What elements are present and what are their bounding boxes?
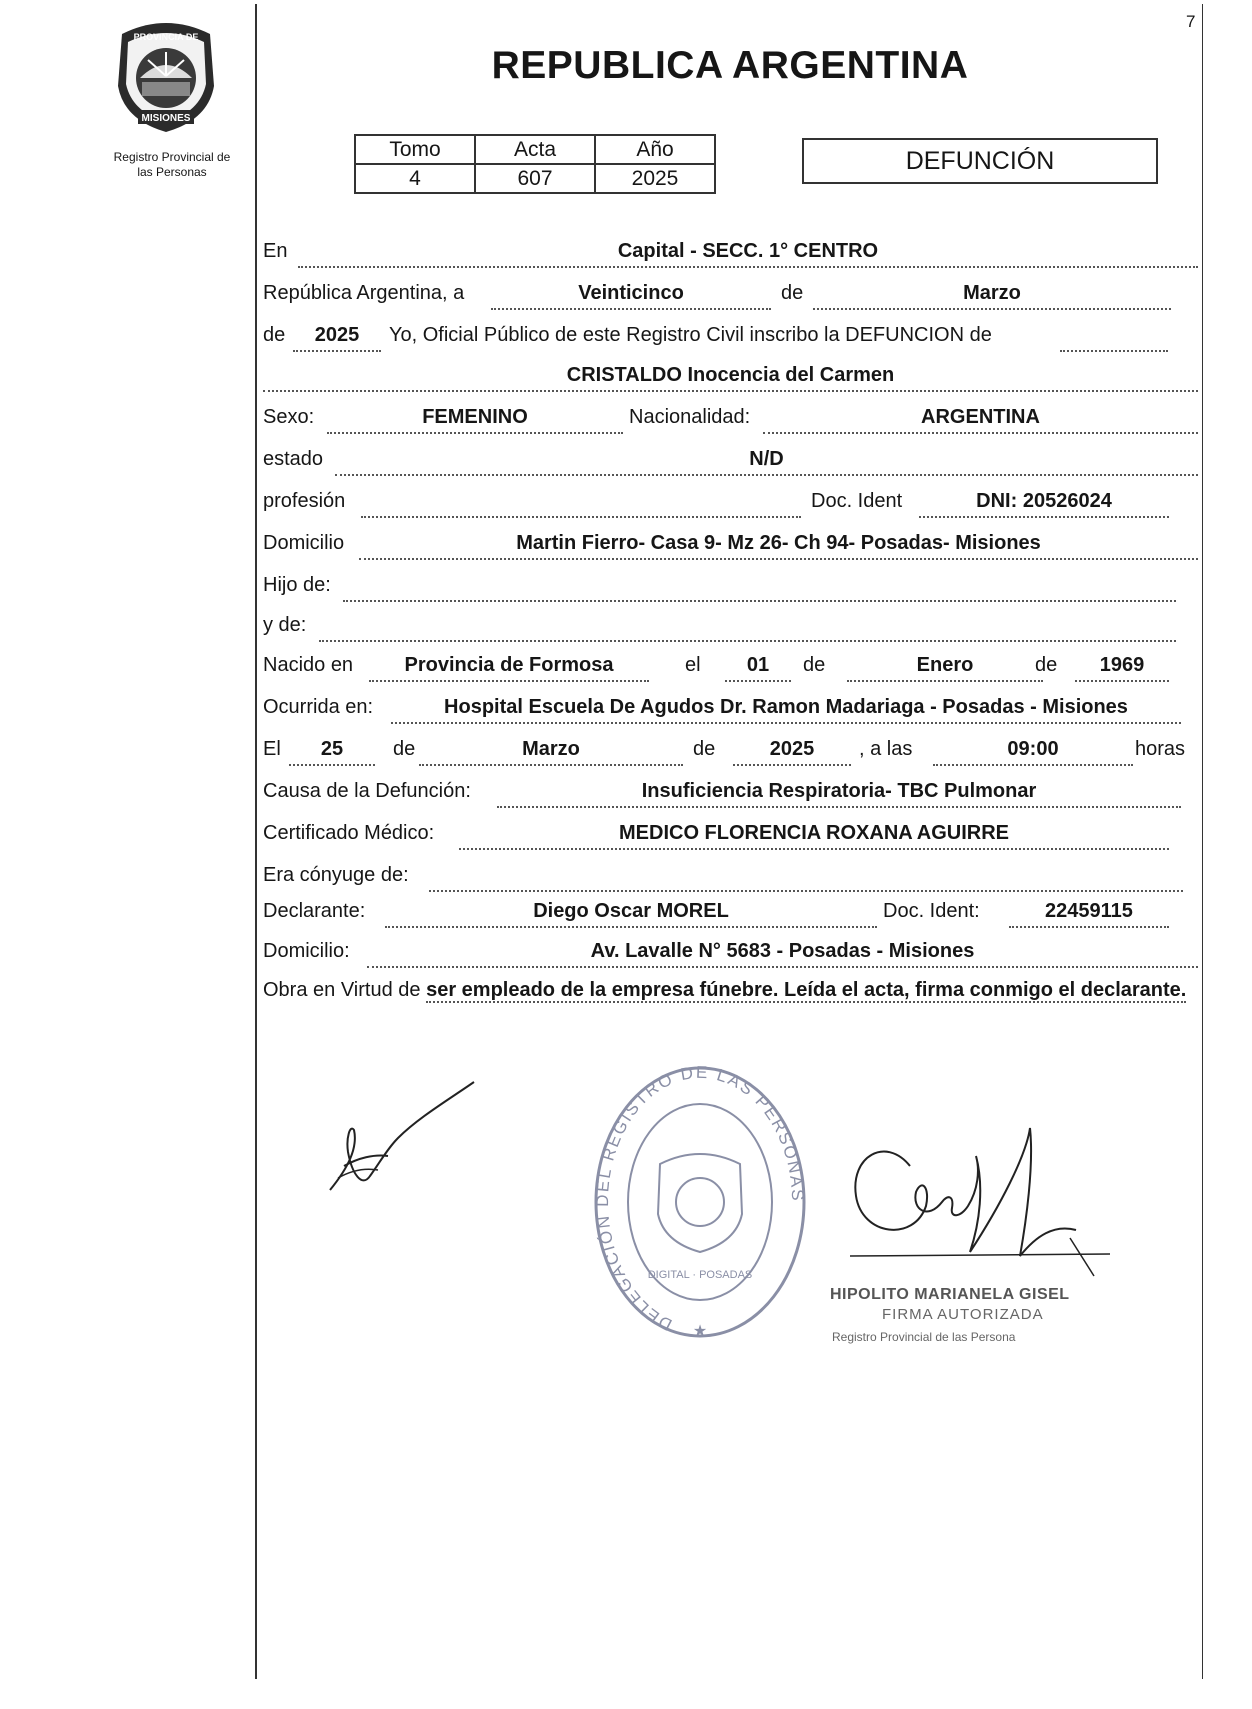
field-sex: FEMENINO bbox=[327, 406, 623, 434]
label-domicilio-declarant: Domicilio: bbox=[263, 940, 350, 962]
svg-text:★: ★ bbox=[692, 1323, 708, 1340]
volume-header-row bbox=[355, 135, 715, 164]
field-death-day: 25 bbox=[289, 738, 375, 766]
page-title: REPUBLICA ARGENTINA bbox=[491, 44, 969, 87]
field-death-month: Marzo bbox=[419, 738, 683, 766]
label-doc-ident: Doc. Ident bbox=[811, 490, 903, 512]
province-emblem bbox=[108, 16, 224, 136]
record-type-box: DEFUNCIÓN bbox=[802, 138, 1158, 184]
label-de-birth-month: de bbox=[803, 654, 826, 676]
label-de-year: de bbox=[263, 324, 286, 346]
label-hijo-de: Hijo de: bbox=[263, 574, 331, 596]
field-birth-day: 01 bbox=[725, 654, 791, 682]
office-label bbox=[72, 150, 272, 180]
field-profession bbox=[361, 490, 801, 518]
field-death-year: 2025 bbox=[733, 738, 851, 766]
label-obra: Obra en Virtud de bbox=[263, 979, 421, 1001]
field-son-of bbox=[343, 574, 1176, 602]
declarant-signature bbox=[318, 1078, 478, 1209]
label-de: de bbox=[781, 282, 804, 304]
value-acta: 607 bbox=[475, 164, 595, 193]
label-horas: horas bbox=[1135, 738, 1186, 760]
svg-text:PROVINCIA DE: PROVINCIA DE bbox=[133, 32, 199, 42]
label-nacionalidad: Nacionalidad: bbox=[629, 406, 751, 428]
label-de-death-year: de bbox=[693, 738, 716, 760]
field-and-of bbox=[319, 614, 1176, 642]
field-month-text: Marzo bbox=[813, 282, 1171, 310]
field-estado: N/D bbox=[335, 448, 1198, 476]
field-declarant-domicile: Av. Lavalle N° 5683 - Posadas - Misiones bbox=[367, 940, 1198, 968]
field-year: 2025 bbox=[293, 324, 381, 352]
stamp-ring-text: DELEGACIÓN DEL REGISTRO DE LAS PERSONAS bbox=[592, 1064, 808, 1335]
field-occurred-at: Hospital Escuela De Agudos Dr. Ramon Madariaga - Posadas - Misiones bbox=[391, 696, 1181, 724]
label-en: En bbox=[263, 240, 288, 262]
field-day-text: Veinticinco bbox=[491, 282, 771, 310]
label-el: el bbox=[685, 654, 701, 676]
field-year-blank bbox=[1060, 324, 1168, 352]
field-birthplace: Provincia de Formosa bbox=[369, 654, 649, 682]
signer-name: HIPOLITO MARIANELA GISEL bbox=[830, 1286, 1070, 1303]
header-anio: Año bbox=[595, 135, 715, 164]
label-el-cap: El bbox=[263, 738, 281, 760]
label-y-de: y de: bbox=[263, 614, 307, 636]
value-tomo: 4 bbox=[355, 164, 475, 193]
label-de-birth-year: de bbox=[1035, 654, 1058, 676]
label-conyuge: Era cónyuge de: bbox=[263, 864, 409, 886]
field-declarant: Diego Oscar MOREL bbox=[385, 900, 877, 928]
label-nacido-en: Nacido en bbox=[263, 654, 354, 676]
office-label-line1: Registro Provincial de bbox=[113, 150, 231, 164]
signer-office: Registro Provincial de las Persona bbox=[832, 1330, 1016, 1344]
svg-text:MISIONES: MISIONES bbox=[141, 113, 191, 124]
page-number: 7 bbox=[1186, 12, 1196, 31]
field-nationality: ARGENTINA bbox=[763, 406, 1198, 434]
volume-value-row bbox=[355, 164, 715, 193]
field-place: Capital - SECC. 1° CENTRO bbox=[298, 240, 1198, 268]
field-spouse bbox=[429, 864, 1183, 892]
label-a-las: , a las bbox=[859, 738, 913, 760]
label-certificado: Certificado Médico: bbox=[263, 822, 435, 844]
label-de-death-month: de bbox=[393, 738, 416, 760]
field-obra: ser empleado de la empresa fúnebre. Leída el acta, firma conmigo el declarante. bbox=[426, 979, 1187, 1001]
label-doc-ident-declarant: Doc. Ident: bbox=[883, 900, 980, 922]
field-doc-ident: DNI: 20526024 bbox=[919, 490, 1169, 518]
official-stamp bbox=[590, 1064, 810, 1351]
header-acta: Acta bbox=[475, 135, 595, 164]
label-ocurrida-en: Ocurrida en: bbox=[263, 696, 374, 718]
label-sexo: Sexo: bbox=[263, 406, 315, 428]
left-margin-line bbox=[255, 4, 257, 1679]
label-domicilio: Domicilio bbox=[263, 532, 345, 554]
stamp-inner-text: DIGITAL · POSADAS bbox=[647, 1269, 753, 1281]
label-republica: República Argentina, a bbox=[263, 282, 465, 304]
field-certificate: MEDICO FLORENCIA ROXANA AGUIRRE bbox=[459, 822, 1169, 850]
field-birth-month: Enero bbox=[847, 654, 1043, 682]
signer-role: FIRMA AUTORIZADA bbox=[882, 1306, 1044, 1323]
label-yo-oficial: Yo, Oficial Público de este Registro Civil inscribo la DEFUNCION de bbox=[389, 324, 992, 346]
volume-table bbox=[354, 134, 716, 194]
right-margin-line bbox=[1202, 4, 1203, 1679]
label-profesion: profesión bbox=[263, 490, 346, 512]
label-causa: Causa de la Defunción: bbox=[263, 780, 471, 802]
value-anio: 2025 bbox=[595, 164, 715, 193]
label-estado: estado bbox=[263, 448, 324, 470]
office-label-line2: las Personas bbox=[137, 165, 207, 179]
field-death-time: 09:00 bbox=[933, 738, 1133, 766]
obra-paragraph bbox=[263, 976, 1198, 1004]
field-deceased-name: CRISTALDO Inocencia del Carmen bbox=[263, 364, 1198, 392]
field-declarant-doc: 22459115 bbox=[1009, 900, 1169, 928]
field-domicile: Martin Fierro- Casa 9- Mz 26- Ch 94- Posadas- Misiones bbox=[359, 532, 1198, 560]
header-tomo: Tomo bbox=[355, 135, 475, 164]
authorized-signature bbox=[830, 1126, 1120, 1311]
field-birth-year: 1969 bbox=[1075, 654, 1169, 682]
field-cause: Insuficiencia Respiratoria- TBC Pulmonar bbox=[497, 780, 1181, 808]
label-declarante: Declarante: bbox=[263, 900, 366, 922]
